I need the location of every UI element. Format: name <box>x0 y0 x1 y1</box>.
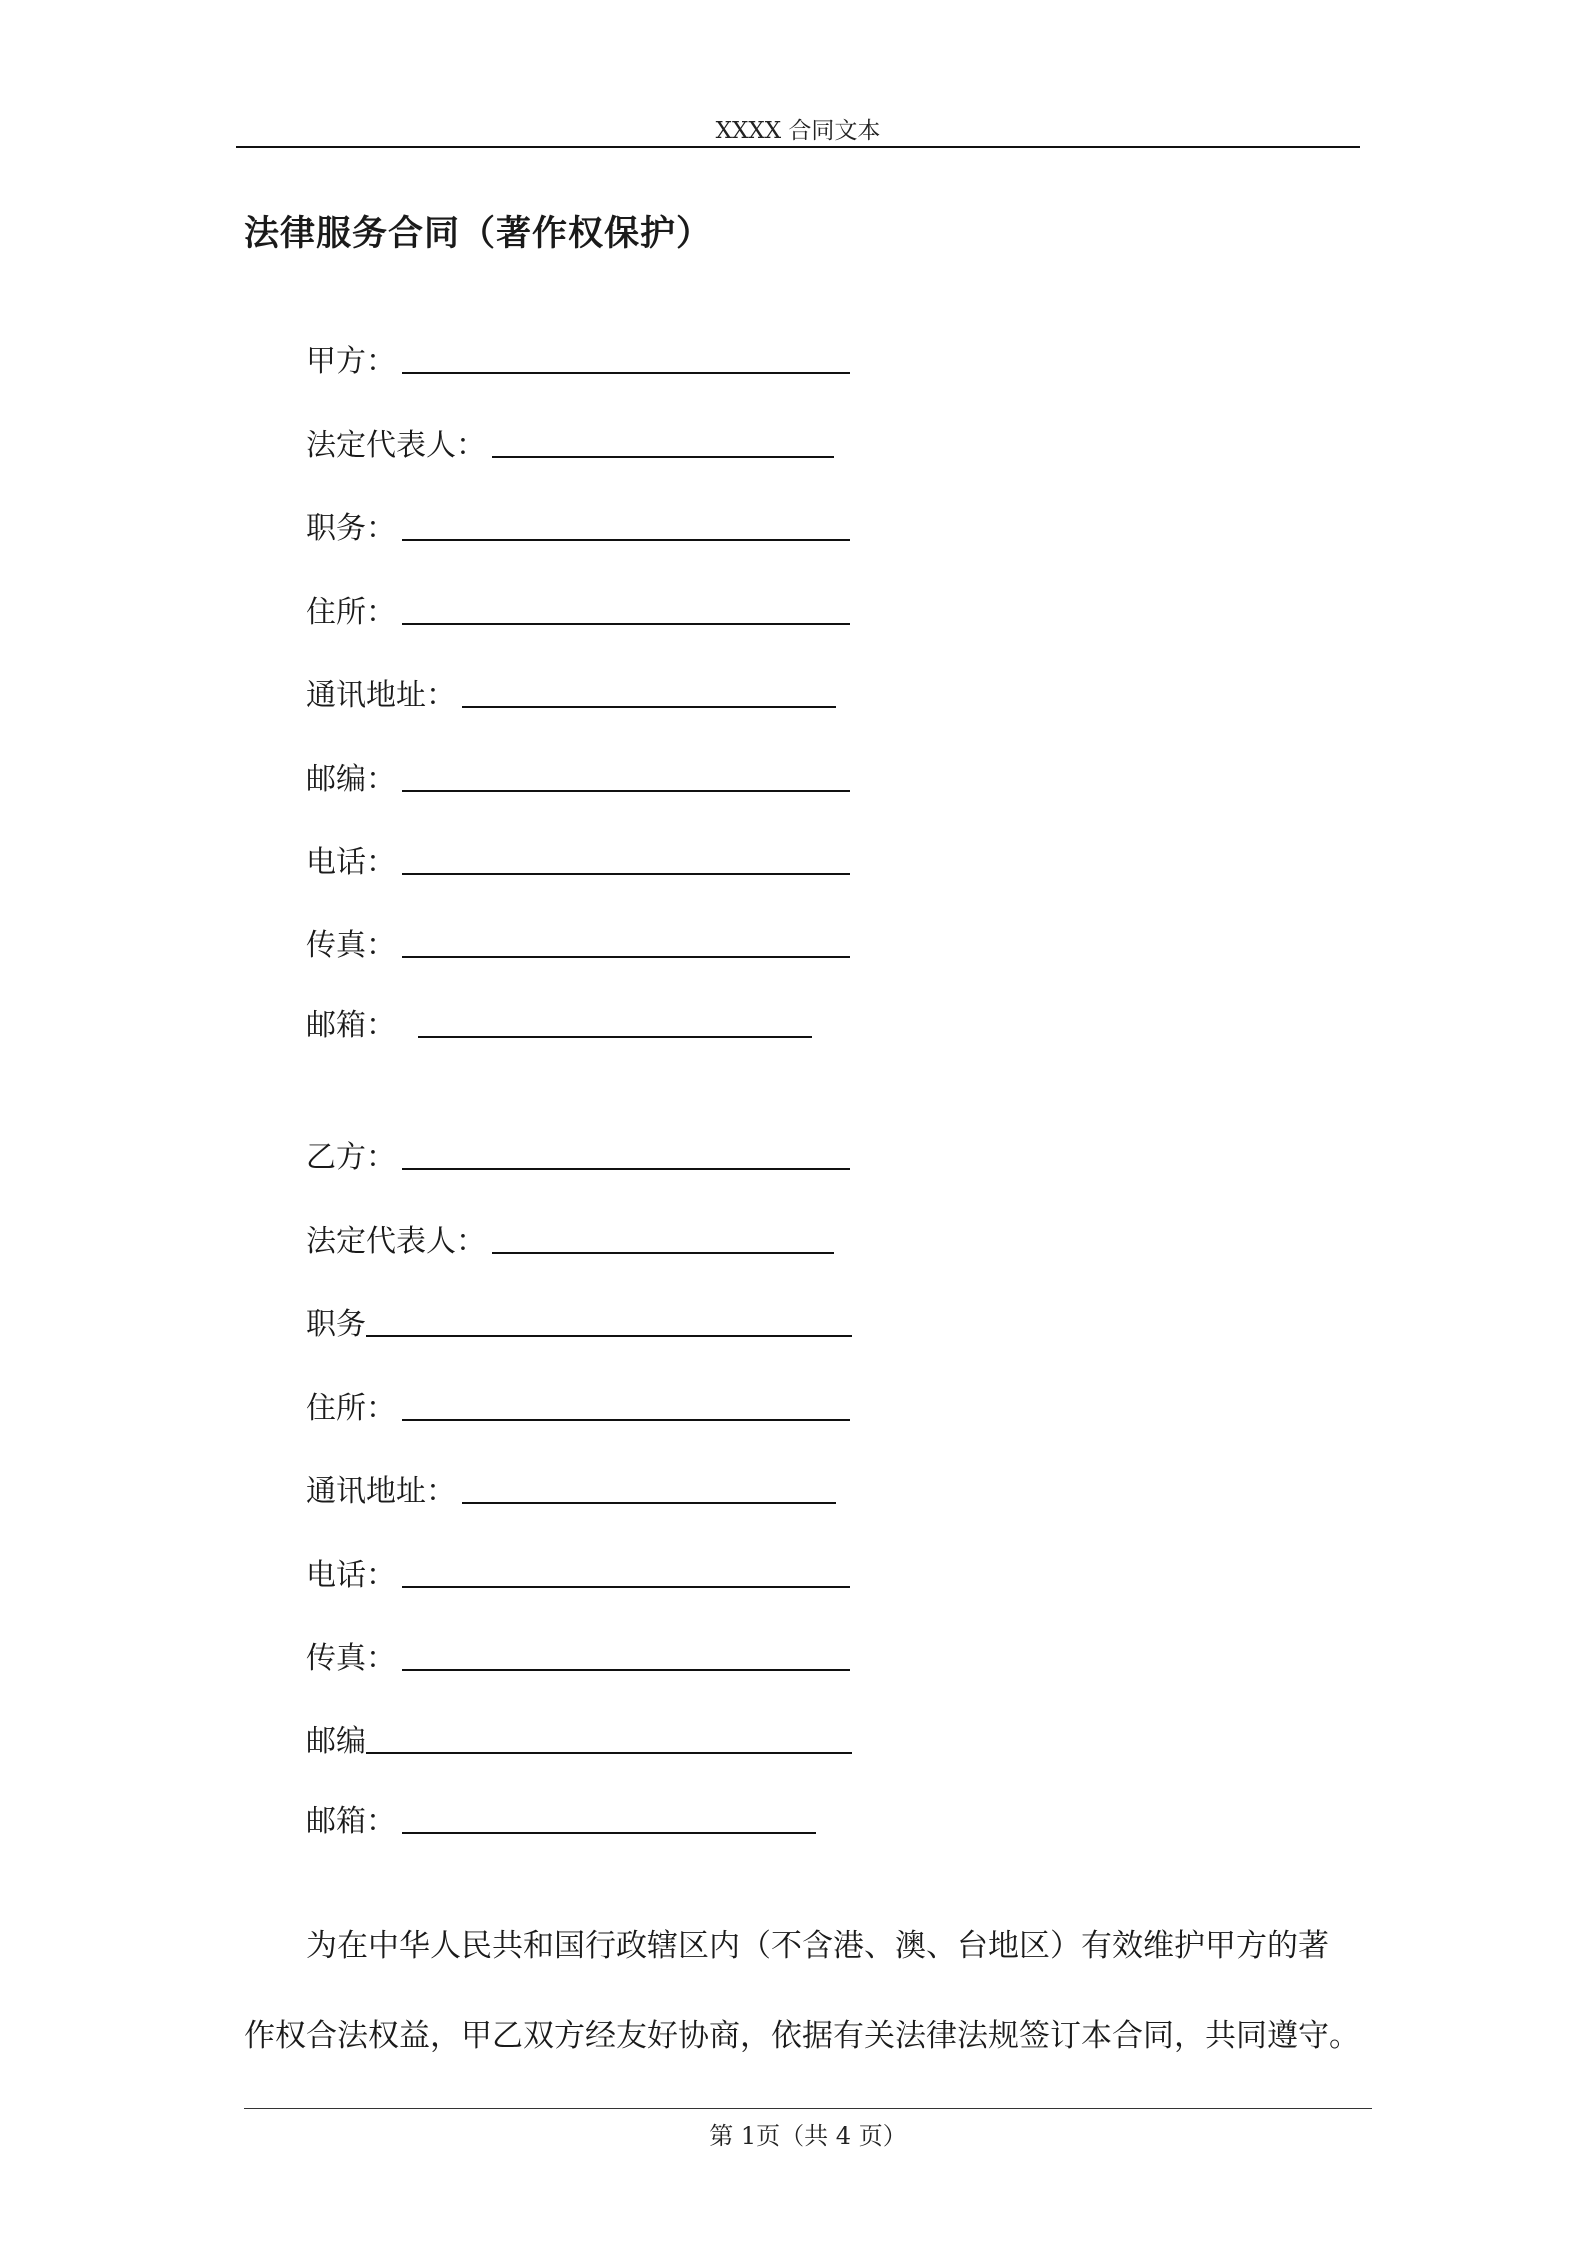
field-label: 职务： <box>306 511 396 546</box>
party-b-position-field <box>306 1299 852 1343</box>
party-b-legal-rep-field <box>306 1216 834 1260</box>
document-title: 法律服务合同（著作权保护） <box>244 214 713 254</box>
field-label: 邮编： <box>306 762 396 797</box>
blank-line <box>462 706 836 708</box>
party-b-postcode-field <box>306 1716 852 1760</box>
field-label: 法定代表人： <box>306 1224 486 1259</box>
party-a-position-field <box>306 503 850 547</box>
party-a-fax-field <box>306 920 850 964</box>
party-b-email-field <box>306 1796 816 1840</box>
field-label: 传真： <box>306 928 396 963</box>
party-b-phone-field <box>306 1550 850 1594</box>
party-b-residence-field <box>306 1383 850 1427</box>
field-label: 通讯地址： <box>306 1474 456 1509</box>
footer-divider <box>244 2108 1372 2109</box>
field-label: 甲方： <box>306 344 396 379</box>
field-label: 传真： <box>306 1641 396 1676</box>
field-label: 邮箱： <box>306 1804 396 1839</box>
blank-line <box>366 1335 852 1337</box>
party-a-email-field <box>306 1000 812 1044</box>
blank-line <box>402 790 850 792</box>
blank-line <box>402 539 850 541</box>
blank-line <box>402 956 850 958</box>
field-label: 住所： <box>306 595 396 630</box>
field-label: 职务 <box>306 1307 366 1342</box>
field-label: 法定代表人： <box>306 428 486 463</box>
party-a-postcode-field <box>306 754 850 798</box>
blank-line <box>492 456 834 458</box>
party-b-name-field <box>306 1132 850 1176</box>
blank-line <box>402 1669 850 1671</box>
blank-line <box>418 1036 812 1038</box>
blank-line <box>366 1752 852 1754</box>
field-label: 住所： <box>306 1391 396 1426</box>
party-a-phone-field <box>306 837 850 881</box>
party-b-address-field <box>306 1466 836 1510</box>
party-a-legal-rep-field <box>306 420 834 464</box>
field-label: 电话： <box>306 1558 396 1593</box>
party-a-name-field <box>306 336 850 380</box>
blank-line <box>462 1502 836 1504</box>
paragraph-line: 为在中华人民共和国行政辖区内（不含港、澳、台地区）有效维护甲方的著 <box>306 1928 1329 1964</box>
party-a-residence-field <box>306 587 850 631</box>
page-number: 第 1页（共 4 页） <box>709 2122 907 2150</box>
field-label: 邮编 <box>306 1724 366 1759</box>
page-header: XXXX 合同文本 <box>715 118 881 144</box>
blank-line <box>402 873 850 875</box>
blank-line <box>402 1832 816 1834</box>
blank-line <box>402 1586 850 1588</box>
field-label: 邮箱： <box>306 1008 396 1043</box>
blank-line <box>492 1252 834 1254</box>
party-b-fax-field <box>306 1633 850 1677</box>
blank-line <box>402 1168 850 1170</box>
blank-line <box>402 623 850 625</box>
blank-line <box>402 372 850 374</box>
field-label: 通讯地址： <box>306 678 456 713</box>
paragraph-line: 作权合法权益，甲乙双方经友好协商，依据有关法律法规签订本合同，共同遵守。 <box>244 2018 1360 2054</box>
party-a-address-field <box>306 670 836 714</box>
blank-line <box>402 1419 850 1421</box>
header-divider <box>236 146 1360 148</box>
field-label: 电话： <box>306 845 396 880</box>
field-label: 乙方： <box>306 1140 396 1175</box>
